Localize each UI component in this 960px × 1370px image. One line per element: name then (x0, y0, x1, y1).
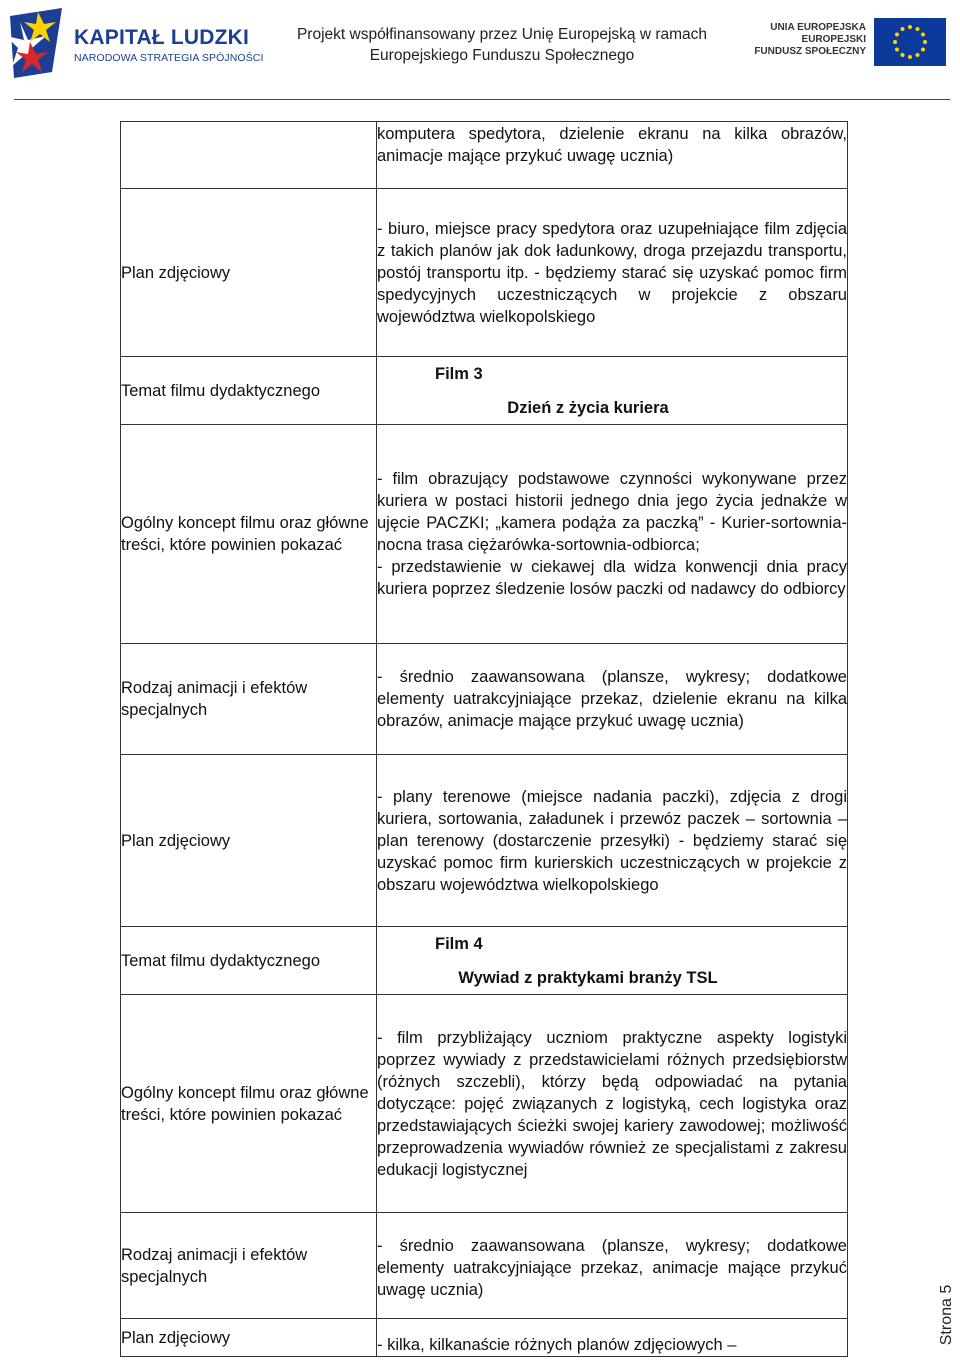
row-label: Ogólny koncept filmu oraz główne treści, które powinien pokazać (121, 995, 377, 1213)
film-number: Film 3 (435, 364, 483, 383)
row-content: - plany terenowe (miejsce nadania paczki), zdjęcia z drogi kuriera, sortowania, załadunek i przewóz paczek – sortownia – plan terenowy (dostarczenie przesyłki) - będziemy starać się uzyskać pomoc firm kurierskich uczestniczących w projekcie z obszaru województwa wielkopolskiego (377, 755, 848, 927)
eu-label-line-1: UNIA EUROPEJSKA (770, 22, 866, 33)
row-content (377, 425, 848, 644)
eu-label (752, 22, 866, 58)
film-number: Film 4 (435, 934, 483, 953)
row-content: - średnio zaawansowana (plansze, wykresy; dodatkowe elementy uatrakcyjniające przekaz, animacje mające przykuć uwagę ucznia) (377, 1213, 848, 1319)
table-row (121, 122, 848, 189)
logo-subtitle: NARODOWA STRATEGIA SPÓJNOŚCI (74, 52, 264, 64)
row-content: - średnio zaawansowana (plansze, wykresy; dodatkowe elementy uatrakcyjniające przekaz, dzielenie ekranu na kilka obrazów, animacje mające przykuć uwagę ucznia) (377, 644, 848, 755)
table-row (121, 995, 848, 1213)
row-content: - kilka, kilkanaście różnych planów zdjęciowych – (377, 1319, 848, 1357)
cofinancing-note (292, 24, 712, 66)
table-row (121, 425, 848, 644)
table-row (121, 189, 848, 357)
row-label: Plan zdjęciowy (121, 1319, 377, 1357)
row-paragraph: - przedstawienie w ciekawej dla widza konwencji dnia pracy kuriera poprzez śledzenie losów paczki od nadawcy do odbiorcy (377, 558, 847, 598)
table-row (121, 644, 848, 755)
row-label: Plan zdjęciowy (121, 755, 377, 927)
table-row (121, 1319, 848, 1357)
eu-label-line-2: EUROPEJSKI (801, 34, 866, 45)
logo-title: KAPITAŁ LUDZKI (74, 26, 250, 49)
table-row (121, 927, 848, 995)
film-title: Wywiad z praktykami branży TSL (458, 968, 718, 987)
cofinancing-line-2: Europejskiego Funduszu Społecznego (369, 47, 635, 64)
row-label: Plan zdjęciowy (121, 189, 377, 357)
film-heading-cell (377, 357, 848, 425)
header-divider (14, 99, 950, 100)
row-label: Temat filmu dydaktycznego (121, 927, 377, 995)
row-label: Temat filmu dydaktycznego (121, 357, 377, 425)
table-row (121, 357, 848, 425)
cofinancing-line-1: Projekt współfinansowany przez Unię Europejską w ramach (296, 26, 708, 43)
page-header (0, 0, 960, 100)
table-row (121, 1213, 848, 1319)
film-heading-cell (377, 927, 848, 995)
row-label: Rodzaj animacji i efektów specjalnych (121, 1213, 377, 1319)
film-plan-table (120, 121, 848, 1357)
row-label (121, 122, 377, 189)
row-paragraph: - film obrazujący podstawowe czynności wykonywane przez kuriera w postaci historii jednego dnia jego życia jednakże w ujęcie PACZKI; „kamera podąża za paczką” - Kurier-sortownia-nocna trasa ciężarówka-sortownia-odbiorca; (377, 470, 847, 554)
page-number-label: Strona 5 (938, 1284, 955, 1346)
page-number (936, 1275, 958, 1355)
row-content: - biuro, miejsce pracy spedytora oraz uzupełniające film zdjęcia z takich planów jak dok ładunkowy, droga przejazdu transportu, postój transportu itp. - będziemy starać się uzyskać pomoc firm spedycyjnych uczestniczących w projekcie z obszaru województwa wielkopolskiego (377, 189, 848, 357)
eu-flag-icon (874, 18, 946, 66)
eu-label-line-3: FUNDUSZ SPOŁECZNY (754, 46, 866, 57)
row-label: Rodzaj animacji i efektów specjalnych (121, 644, 377, 755)
row-content: komputera spedytora, dzielenie ekranu na kilka obrazów, animacje mające przykuć uwagę ucznia) (377, 122, 848, 189)
table-row (121, 755, 848, 927)
film-title: Dzień z życia kuriera (507, 398, 669, 417)
row-content: - film przybliżający uczniom praktyczne aspekty logistyki poprzez wywiady z przedstawicielami różnych przedsiębiorstw (różnych szczebli), którzy będą odpowiadać na pytania dotyczące: pojęć związanych z logistyką, cech logistyka oraz przedstawiających ścieżki swojej kariery zawodowej; możliwość przeprowadzenia wywiadów również ze specjalistami z zakresu edukacji logistycznej (377, 995, 848, 1213)
row-label: Ogólny koncept filmu oraz główne treści, które powinien pokazać (121, 425, 377, 644)
